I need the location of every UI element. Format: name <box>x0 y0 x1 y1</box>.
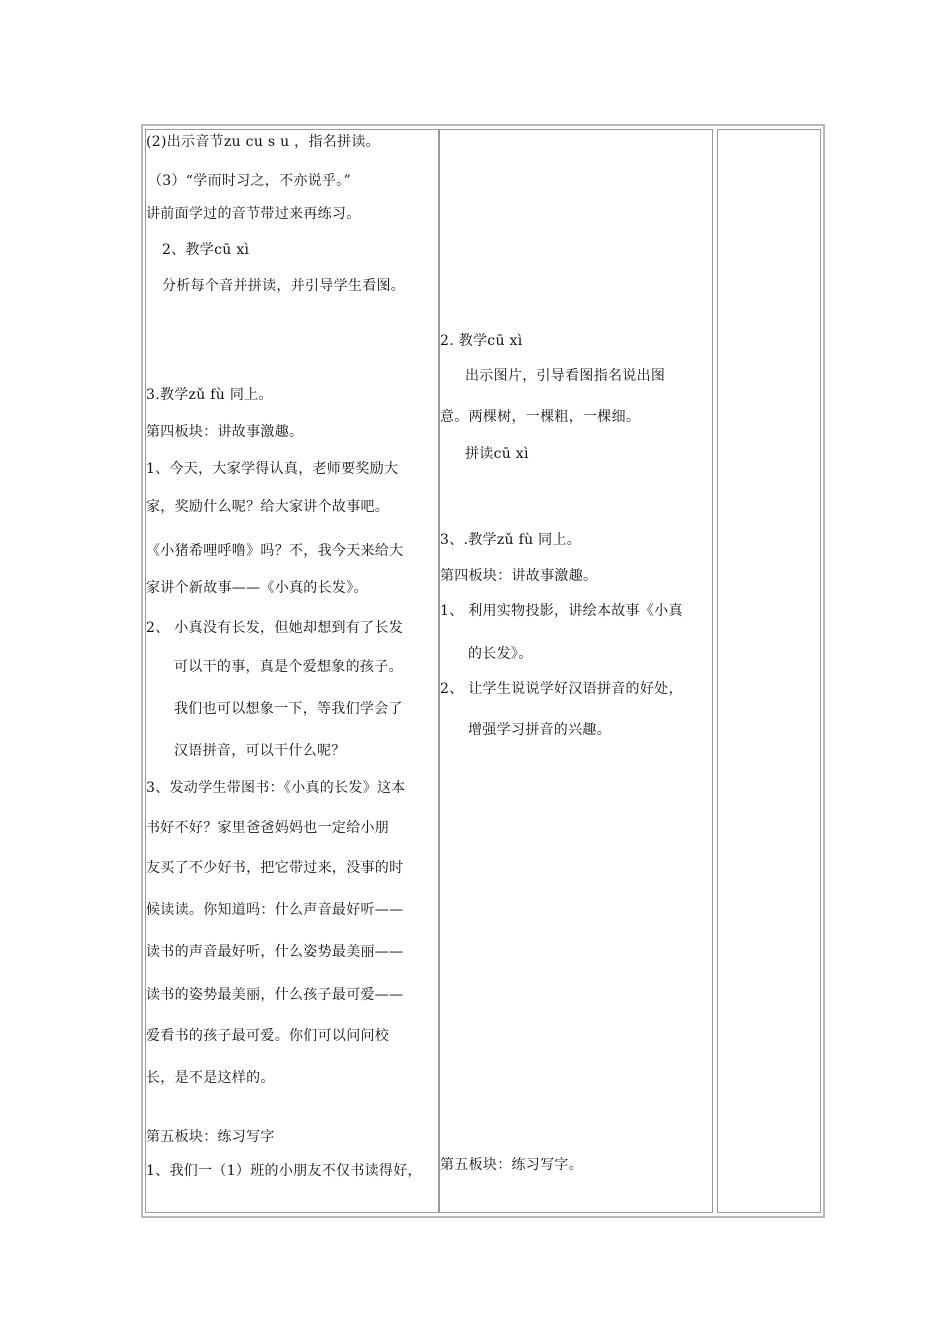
middle-column-line: 2、 让学生说说学好汉语拼音的好处， <box>440 681 683 697</box>
left-column-line: （3）“学而时习之，不亦说乎。” <box>148 173 352 189</box>
left-column-line: 2、教学cū xì <box>162 242 250 258</box>
left-column-line: 第五板块：练习写字 <box>146 1129 275 1145</box>
left-column-line: 读书的姿势最美丽，什么孩子最可爱—— <box>146 987 404 1003</box>
middle-column-line: 第四板块：讲故事激趣。 <box>440 568 598 584</box>
student-activity-column <box>439 129 713 1213</box>
middle-column-line: 意。两棵树，一棵粗，一棵细。 <box>440 409 641 425</box>
left-column-line: 我们也可以想象一下，等我们学会了 <box>174 701 403 717</box>
left-column-line: 讲前面学过的音节带过来再练习。 <box>146 206 361 222</box>
left-column-line: 2、 小真没有长发，但她却想到有了长发 <box>146 620 404 636</box>
middle-column-line: 增强学习拼音的兴趣。 <box>468 722 611 738</box>
left-column-line: 1、我们一（1）班的小朋友不仅书读得好， <box>146 1163 422 1179</box>
left-column-line: 家，奖励什么呢？给大家讲个故事吧。 <box>146 499 390 515</box>
left-column-line: 3、发动学生带图书：《小真的长发》这本 <box>146 780 406 796</box>
left-column-line: 汉语拼音，可以干什么呢？ <box>174 743 346 759</box>
middle-column-line: 1、 利用实物投影，讲绘本故事《小真 <box>440 603 683 619</box>
left-column-line: 读书的声音最好听，什么姿势最美丽—— <box>146 944 404 960</box>
middle-column-line: 的长发》。 <box>468 646 533 662</box>
middle-column-line: 出示图片，引导看图指名说出图 <box>465 368 666 384</box>
middle-column-line: 第五板块：练习写字。 <box>440 1157 583 1173</box>
left-column-line: 友买了不少好书，把它带过来，没事的时 <box>146 860 404 876</box>
left-column-line: 分析每个音并拼读，并引导学生看图。 <box>162 278 406 294</box>
left-column-line: 可以干的事，真是个爱想象的孩子。 <box>174 659 403 675</box>
middle-column-line: 2. 教学cū xì <box>440 333 523 349</box>
left-column-line: 长，是不是这样的。 <box>146 1070 275 1086</box>
middle-column-line: 3、.教学zǔ fù 同上。 <box>440 532 582 548</box>
left-column-line: (2)出示音节zu cu s u ，指名拼读。 <box>146 134 380 150</box>
left-column-line: 候读读。你知道吗：什么声音最好听—— <box>146 902 404 918</box>
middle-column-line: 拼读cū xì <box>465 446 529 462</box>
left-column-line: 第四板块：讲故事激趣。 <box>146 424 304 440</box>
left-column-line: 书好不好？家里爸爸妈妈也一定给小朋 <box>146 820 390 836</box>
left-column-line: 《小猪希哩呼噜》吗？不，我今天来给大 <box>146 543 404 559</box>
left-column-line: 1、今天，大家学得认真，老师要奖励大 <box>146 461 399 477</box>
left-column-line: 家讲个新故事——《小真的长发》。 <box>146 580 368 596</box>
left-column-line: 爱看书的孩子最可爱。你们可以问问校 <box>146 1028 390 1044</box>
left-column-line: 3.教学zǔ fù 同上。 <box>146 387 273 403</box>
notes-column <box>717 129 821 1213</box>
